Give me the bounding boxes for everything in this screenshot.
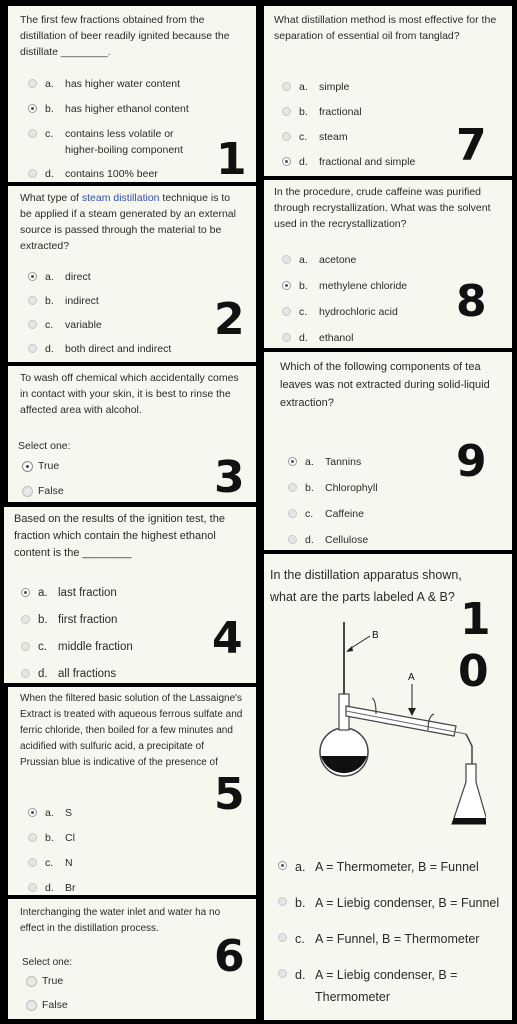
question-text: Based on the results of the ignition test, the fraction which contain the highest ethanol content is the ________ <box>14 513 225 559</box>
question-card-2: What type of steam distillation technique is to be applied if a steam generated by an external source is passed through the material to be extracted? a. direct b. indirect c. variable d. both direct and indirect 2 <box>8 186 256 362</box>
question-card-5: When the filtered basic solution of the Lassaigne's Extract is treated with aqueous ferrous sulfate and ferric chloride, then boiled for a few minutes and acidified with sulfuric acid, a precipitate of Prussian blue is indicative of the presence of a. S b. Cl c. N d. Br 5 <box>8 687 256 895</box>
radio-button-selected[interactable] <box>21 588 30 597</box>
question-text: What type of steam distillation technique is to be applied if a steam generated by an external source is passed through the material to be extracted? <box>20 192 236 252</box>
radio-button[interactable] <box>278 969 287 978</box>
question-number: 5 <box>214 769 245 820</box>
question-card-1: The first few fractions obtained from the distillation of beer readily ignited because the distillate ________. a. has higher water content b. has higher ethanol content c. contains less volatile or higher-boiling component d. contains 100% beer 1 <box>8 6 256 182</box>
radio-button[interactable] <box>288 483 297 492</box>
select-one-label: Select one: <box>22 957 73 968</box>
question-text: Interchanging the water inlet and water ha no effect in the distillation process. <box>20 907 221 934</box>
question-text: What distillation method is most effective for the separation of essential oil from tanglad? <box>274 14 497 42</box>
radio-button[interactable] <box>28 883 37 892</box>
question-card-6 <box>8 899 256 1019</box>
question-number: 8 <box>456 276 487 327</box>
radio-button-selected[interactable] <box>28 272 37 281</box>
radio-button[interactable] <box>28 344 37 353</box>
radio-button-selected[interactable] <box>282 157 291 166</box>
label-b: B <box>372 630 379 641</box>
question-text: The first few fractions obtained from the distillation of beer readily ignited because the distillate ________. <box>20 14 230 58</box>
question-number: 7 <box>456 120 487 171</box>
select-one-label: Select one: <box>18 440 71 452</box>
question-card-10: In the distillation apparatus shown, what are the parts labeled A & B? B A 1 0 a. A = Thermometer, B = Funnel b. A = Liebig condenser, B = Funnel c. A = Funnel, B = Thermometer d. A = Liebig condenser, B = Thermometer <box>264 554 512 1020</box>
question-number: 1 <box>216 134 247 182</box>
radio-button-selected[interactable] <box>28 808 37 817</box>
radio-button[interactable] <box>26 976 37 987</box>
radio-button-selected[interactable] <box>278 861 287 870</box>
radio-button[interactable] <box>282 132 291 141</box>
option-true[interactable]: True <box>26 975 106 989</box>
radio-button[interactable] <box>21 642 30 651</box>
question-card-3 <box>8 366 256 502</box>
condenser-inner-tube <box>346 711 466 734</box>
radio-button[interactable] <box>28 858 37 867</box>
option-false[interactable]: False <box>22 485 102 499</box>
label-a-arrowhead <box>408 708 416 716</box>
radio-button[interactable] <box>21 669 30 678</box>
radio-button-selected[interactable] <box>282 281 291 290</box>
label-b-arrowhead <box>346 646 353 652</box>
question-number: 4 <box>212 613 243 664</box>
radio-button-selected[interactable] <box>288 457 297 466</box>
radio-button[interactable] <box>288 535 297 544</box>
question-card-4: Based on the results of the ignition test, the fraction which contain the highest ethanol content is the ________ a. last fraction b. first fraction c. middle fraction d. all fractions 4 <box>4 507 256 683</box>
question-number: 2 <box>214 294 245 345</box>
erlenmeyer-flask <box>452 764 486 824</box>
steam-distillation-link[interactable]: steam distillation <box>81 192 160 204</box>
question-card-8: In the procedure, crude caffeine was purified through recrystallization. What was the solvent used in the recrystallization? a. acetone b. methylene chloride c. hydrochloric acid d. ethanol 8 <box>264 180 512 348</box>
question-text: In the procedure, crude caffeine was purified through recrystallization. What was the solvent used in the recrystallization? <box>274 186 491 230</box>
question-text: In the distillation apparatus shown, what are the parts labeled A & B? <box>270 568 462 604</box>
question-number-digit-0: 0 <box>458 646 489 697</box>
radio-button[interactable] <box>26 1000 37 1011</box>
radio-button[interactable] <box>288 509 297 518</box>
radio-button[interactable] <box>282 255 291 264</box>
radio-button[interactable] <box>28 79 37 88</box>
question-number: 9 <box>456 436 487 487</box>
question-card-7: What distillation method is most effective for the separation of essential oil from tanglad? a. simple b. fractional c. steam d. fractional and simple 7 <box>264 6 512 176</box>
radio-button-selected[interactable] <box>22 461 33 472</box>
radio-button[interactable] <box>28 833 37 842</box>
question-text: When the filtered basic solution of the Lassaigne's Extract is treated with aqueous ferrous sulfate and ferric chloride, then boiled for a few minutes and acidified with sulfuric acid, a precipitate of Prussian blue is indicative of the presence of <box>20 693 243 768</box>
radio-button[interactable] <box>278 897 287 906</box>
liebig-condenser <box>346 706 456 736</box>
receiver-liquid <box>452 818 486 824</box>
question-number: 6 <box>214 931 245 982</box>
radio-button[interactable] <box>28 169 37 178</box>
option-false[interactable]: False <box>26 999 106 1013</box>
radio-button[interactable] <box>278 933 287 942</box>
question-number-digit-1: 1 <box>460 594 491 645</box>
question-card-9: Which of the following components of tea leaves was not extracted during solid-liquid extraction? a. Tannins b. Chlorophyll c. Caffeine d. Cellulose 9 <box>264 352 512 550</box>
radio-button[interactable] <box>22 486 33 497</box>
question-number: 3 <box>214 452 245 502</box>
question-text: To wash off chemical which accidentally comes in contact with your skin, it is best to rinse the affected area with alcohol. <box>20 372 239 416</box>
radio-button[interactable] <box>282 333 291 342</box>
radio-button[interactable] <box>28 320 37 329</box>
radio-button[interactable] <box>282 107 291 116</box>
radio-button-selected[interactable] <box>28 104 37 113</box>
label-a: A <box>408 672 415 683</box>
option-true[interactable]: True <box>22 460 102 474</box>
radio-button[interactable] <box>28 296 37 305</box>
radio-button[interactable] <box>282 82 291 91</box>
radio-button[interactable] <box>282 307 291 316</box>
question-text: Which of the following components of tea leaves was not extracted during solid-liquid extraction? <box>280 361 490 409</box>
radio-button[interactable] <box>28 129 37 138</box>
radio-button[interactable] <box>21 615 30 624</box>
